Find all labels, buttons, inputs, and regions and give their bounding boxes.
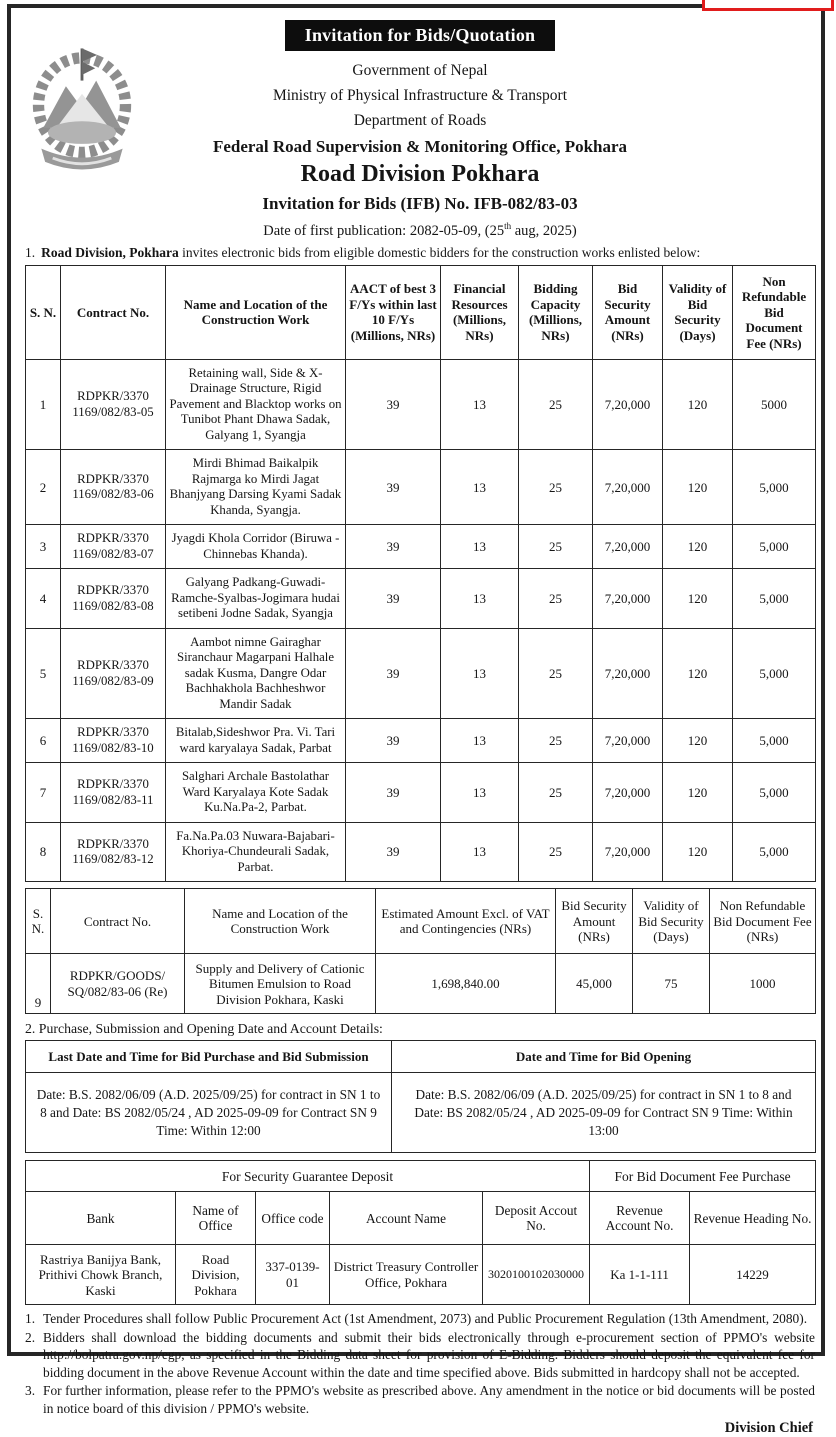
cell-validity: 120	[663, 719, 733, 763]
gov-line-3: Department of Roads	[353, 112, 487, 129]
cell-contract: RDPKR/GOODS/ SQ/082/83-06 (Re)	[51, 954, 185, 1014]
col-account-name: Account Name	[330, 1192, 483, 1245]
col-validity: Validity of Bid Security (Days)	[663, 265, 733, 359]
works-table-row	[26, 719, 816, 763]
cell-aact: 39	[346, 359, 441, 450]
ifb-number: Invitation for Bids (IFB) No. IFB-082/83-03	[262, 194, 578, 213]
works-table-body	[26, 359, 816, 882]
cell-fee: 5,000	[733, 628, 816, 719]
goods-table-body	[26, 954, 816, 1014]
col-name-location: Name and Location of the Construction Work	[185, 889, 376, 954]
note-number: 2.	[25, 1329, 36, 1345]
cell-name: Fa.Na.Pa.03 Nuwara-Bajabari-Khoriya-Chundeurali Sadak, Parbat.	[166, 822, 346, 882]
cell-sn: 8	[26, 822, 61, 882]
col-office-name: Name of Office	[176, 1192, 256, 1245]
cell-validity: 120	[663, 359, 733, 450]
col-financial: Financial Resources (Millions, NRs)	[441, 265, 519, 359]
cell-name: Galyang Padkang-Guwadi-Ramche-Syalbas-Jogimara hudai setibeni Jodne Sadak, Syangja	[166, 569, 346, 629]
works-table-row	[26, 628, 816, 719]
col-sn: S. N.	[26, 265, 61, 359]
account-table	[25, 1160, 816, 1305]
cell-bank: Rastriya Banijya Bank, Prithivi Chowk Branch, Kaski	[26, 1245, 176, 1305]
intro-bold: Road Division, Pokhara	[41, 244, 179, 260]
cell-revenue-account: Ka 1-1-111	[590, 1245, 690, 1305]
col-bank: Bank	[26, 1192, 176, 1245]
cell-contract: RDPKR/3370 1169/082/83-08	[61, 569, 166, 629]
cell-revenue-heading: 14229	[690, 1245, 816, 1305]
cell-name: Bitalab,Sideshwor Pra. Vi. Tari ward karyalaya Sadak, Parbat	[166, 719, 346, 763]
cell-fee: 5,000	[733, 450, 816, 525]
cell-financial: 13	[441, 763, 519, 823]
cell-fee: 5,000	[733, 763, 816, 823]
cell-security: 7,20,000	[593, 359, 663, 450]
cell-aact: 39	[346, 525, 441, 569]
col-contract: Contract No.	[51, 889, 185, 954]
cell-name: Mirdi Bhimad Baikalpik Rajmarga ko Mirdi Jagat Bhanjyang Darsing Kyami Sadak Khanda, Syangja.	[166, 450, 346, 525]
cell-security: 7,20,000	[593, 628, 663, 719]
notes-list	[25, 1310, 815, 1417]
works-table-row	[26, 450, 816, 525]
note-number: 3.	[25, 1383, 36, 1399]
cell-office-name: Road Division, Pokhara	[176, 1245, 256, 1305]
cell-name: Salghari Archale Bastolathar Ward Karyalaya Kote Sadak Ku.Na.Pa-2, Parbat.	[166, 763, 346, 823]
cell-security: 45,000	[556, 954, 633, 1014]
note-text: Tender Procedures shall follow Public Procurement Act (1st Amendment, 2073) and Public Procurement Regulation (13th Amendment, 2080).	[43, 1311, 808, 1327]
cell-contract: RDPKR/3370 1169/082/83-09	[61, 628, 166, 719]
cell-aact: 39	[346, 450, 441, 525]
group-security-guarantee: For Security Guarantee Deposit	[26, 1161, 590, 1192]
col-office-code: Office code	[256, 1192, 330, 1245]
cell-financial: 13	[441, 822, 519, 882]
cell-contract: RDPKR/3370 1169/082/83-12	[61, 822, 166, 882]
cell-sn: 2	[26, 450, 61, 525]
goods-table	[25, 888, 816, 1014]
cell-deposit-account: 3020100102030000	[483, 1245, 590, 1305]
col-validity: Validity of Bid Security (Days)	[633, 889, 710, 954]
cell-name: Aambot nimne Gairaghar Siranchaur Magarpani Halhale sadak Kusma, Dangre Odar Bachhakhola Bachheshwor Mandir Sadak	[166, 628, 346, 719]
cell-financial: 13	[441, 628, 519, 719]
cell-fee: 5,000	[733, 525, 816, 569]
cell-validity: 120	[663, 525, 733, 569]
cell-fee: 5,000	[733, 569, 816, 629]
cell-contract: RDPKR/3370 1169/082/83-07	[61, 525, 166, 569]
account-body-row	[26, 1245, 816, 1305]
publication-date	[25, 217, 815, 241]
works-table-row	[26, 525, 816, 569]
cell-bidding: 25	[519, 525, 593, 569]
cell-financial: 13	[441, 719, 519, 763]
cell-fee: 5,000	[733, 719, 816, 763]
cell-contract: RDPKR/3370 1169/082/83-11	[61, 763, 166, 823]
section2-title: 2. Purchase, Submission and Opening Date and Account Details:	[25, 1021, 383, 1037]
cell-office-code: 337-0139-01	[256, 1245, 330, 1305]
cell-bidding: 25	[519, 763, 593, 823]
col-fee: Non Refundable Bid Document Fee (NRs)	[733, 265, 816, 359]
cell-financial: 13	[441, 450, 519, 525]
cell-bidding: 25	[519, 719, 593, 763]
note-text: For further information, please refer to the PPMO's website as prescribed above. Any amendment in the notice or bid documents will be posted in notice board of this division / PPMO's website.	[43, 1383, 815, 1416]
account-header-row	[26, 1192, 816, 1245]
col-aact: AACT of best 3 F/Ys within last 10 F/Ys (Millions, NRs)	[346, 265, 441, 359]
col-security: Bid Security Amount (NRs)	[593, 265, 663, 359]
col-bidding: Bidding Capacity (Millions, NRs)	[519, 265, 593, 359]
group-bid-document-fee: For Bid Document Fee Purchase	[590, 1161, 816, 1192]
cell-aact: 39	[346, 569, 441, 629]
red-corner-box	[702, 0, 834, 11]
goods-header-row	[26, 889, 816, 954]
cell-bidding: 25	[519, 359, 593, 450]
works-table-row	[26, 569, 816, 629]
cell-fee: 1000	[710, 954, 816, 1014]
office-name: Federal Road Supervision & Monitoring Office, Pokhara	[212, 137, 628, 156]
cell-sn: 3	[26, 525, 61, 569]
cell-sn: 7	[26, 763, 61, 823]
cell-financial: 13	[441, 359, 519, 450]
cell-financial: 13	[441, 569, 519, 629]
cell-sn: 4	[26, 569, 61, 629]
cell-aact: 39	[346, 822, 441, 882]
cell-bidding: 25	[519, 628, 593, 719]
publication-date-ordinal: th	[504, 221, 512, 231]
intro-sentence	[25, 244, 815, 261]
works-header-row	[26, 265, 816, 359]
note-number: 1.	[25, 1311, 36, 1327]
cell-bidding: 25	[519, 822, 593, 882]
title-banner: Invitation for Bids/Quotation	[285, 20, 556, 51]
note-item	[25, 1310, 815, 1328]
intro-number: 1.	[25, 244, 36, 260]
col-revenue-account: Revenue Account No.	[590, 1192, 690, 1245]
account-group-header-row	[26, 1161, 816, 1192]
dates-header-row	[26, 1041, 816, 1073]
nepal-government-emblem-icon	[30, 34, 134, 182]
works-table	[25, 265, 816, 883]
cell-validity: 75	[633, 954, 710, 1014]
publication-date-prefix: Date of first publication: 2082-05-09, (25	[263, 222, 505, 239]
cell-aact: 39	[346, 763, 441, 823]
signature-title: Division Chief	[724, 1420, 813, 1437]
col-contract: Contract No.	[61, 265, 166, 359]
cell-validity: 120	[663, 763, 733, 823]
gov-line-2: Ministry of Physical Infrastructure & Transport	[272, 87, 568, 104]
cell-name: Supply and Delivery of Cationic Bitumen Emulsion to Road Division Pokhara, Kaski	[185, 954, 376, 1014]
cell-security: 7,20,000	[593, 569, 663, 629]
cell-contract: RDPKR/3370 1169/082/83-10	[61, 719, 166, 763]
document-body	[25, 14, 815, 1437]
cell-financial: 13	[441, 525, 519, 569]
col-revenue-heading: Revenue Heading No.	[690, 1192, 816, 1245]
goods-table-row	[26, 954, 816, 1014]
col-estimated-amount: Estimated Amount Excl. of VAT and Contingencies (NRs)	[376, 889, 556, 954]
cell-name: Retaining wall, Side & X-Drainage Structure, Rigid Pavement and Blacktop works on Tunibot Phant Dhawa Sadak, Galyang 1, Syangja	[166, 359, 346, 450]
cell-sn: 9	[26, 954, 51, 1014]
cell-name: Jyagdi Khola Corridor (Biruwa -Chinnebas Khanda).	[166, 525, 346, 569]
col-name-location: Name and Location of the Construction Work	[166, 265, 346, 359]
division-name: Road Division Pokhara	[300, 161, 540, 187]
cell-validity: 120	[663, 569, 733, 629]
cell-sn: 6	[26, 719, 61, 763]
cell-security: 7,20,000	[593, 822, 663, 882]
dates-body-row	[26, 1073, 816, 1153]
col-deposit-account: Deposit Accout No.	[483, 1192, 590, 1245]
cell-purchase-submission-dates: Date: B.S. 2082/06/09 (A.D. 2025/09/25) for contract in SN 1 to 8 and Date: BS 2082/05/24 , AD 2025-09-09 for Contract SN 9 Time: Within 12:00	[26, 1073, 392, 1153]
col-purchase-submission: Last Date and Time for Bid Purchase and Bid Submission	[26, 1041, 392, 1073]
cell-estimated-amount: 1,698,840.00	[376, 954, 556, 1014]
cell-bid-opening-dates: Date: B.S. 2082/06/09 (A.D. 2025/09/25) for contract in SN 1 to 8 and Date: BS 2082/05/24 , AD 2025-09-09 for Contract SN 9 Time: Within 13:00	[392, 1073, 816, 1153]
works-table-row	[26, 763, 816, 823]
dates-table	[25, 1040, 816, 1153]
works-table-row	[26, 359, 816, 450]
cell-security: 7,20,000	[593, 763, 663, 823]
gov-line-1: Government of Nepal	[352, 62, 488, 79]
col-fee: Non Refundable Bid Document Fee (NRs)	[710, 889, 816, 954]
cell-contract: RDPKR/3370 1169/082/83-05	[61, 359, 166, 450]
note-item	[25, 1382, 815, 1417]
cell-validity: 120	[663, 628, 733, 719]
intro-rest: invites electronic bids from eligible domestic bidders for the construction works enlisted below:	[178, 244, 701, 260]
cell-validity: 120	[663, 822, 733, 882]
cell-fee: 5,000	[733, 822, 816, 882]
cell-aact: 39	[346, 719, 441, 763]
cell-fee: 5000	[733, 359, 816, 450]
cell-sn: 5	[26, 628, 61, 719]
publication-date-suffix: aug, 2025)	[511, 222, 577, 239]
cell-security: 7,20,000	[593, 525, 663, 569]
note-item	[25, 1329, 815, 1382]
col-bid-opening: Date and Time for Bid Opening	[392, 1041, 816, 1073]
cell-security: 7,20,000	[593, 450, 663, 525]
col-sn: S. N.	[26, 889, 51, 954]
works-table-row	[26, 822, 816, 882]
cell-bidding: 25	[519, 569, 593, 629]
cell-bidding: 25	[519, 450, 593, 525]
cell-security: 7,20,000	[593, 719, 663, 763]
cell-validity: 120	[663, 450, 733, 525]
cell-aact: 39	[346, 628, 441, 719]
cell-account-name: District Treasury Controller Office, Pokhara	[330, 1245, 483, 1305]
cell-contract: RDPKR/3370 1169/082/83-06	[61, 450, 166, 525]
note-text: Bidders shall download the bidding documents and submit their bids electronically through e-procurement section of PPMO's website http://bolpatra.gov.np/egp, as specified in the Bidding data sheet for provision of E-Bidding. Bidders should deposit the equivalent fee for bidding document in the above Revenue Account within the date and time specified above. Bids submitted in hardcopy shall not be accepted.	[43, 1329, 815, 1380]
cell-sn: 1	[26, 359, 61, 450]
col-security: Bid Security Amount (NRs)	[556, 889, 633, 954]
